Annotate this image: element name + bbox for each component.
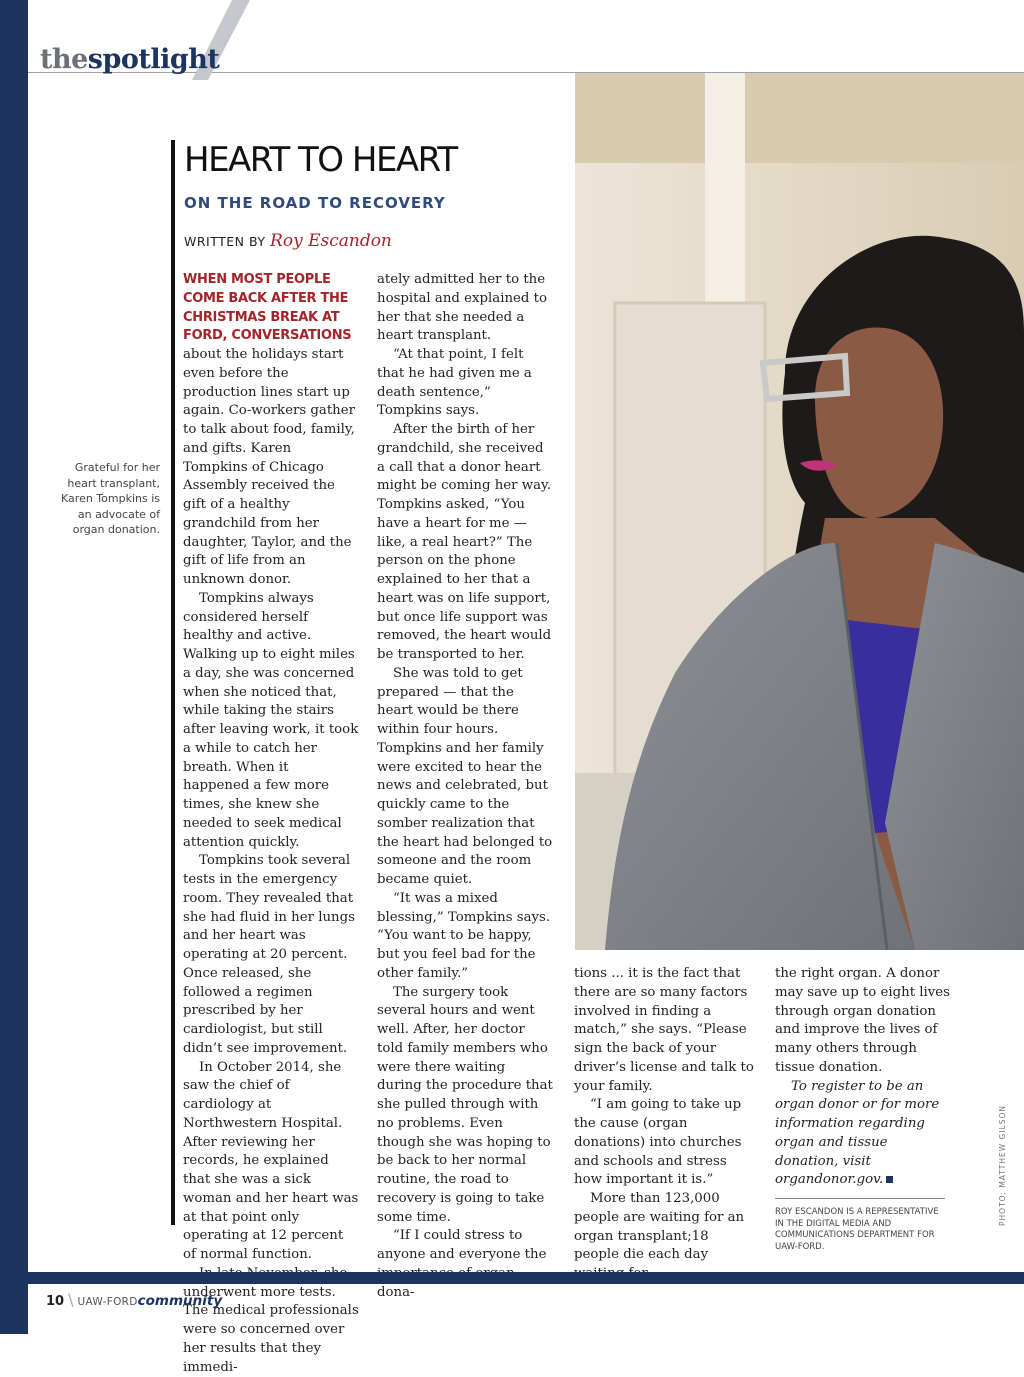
author-bio: ROY ESCANDON IS A REPRESENTATIVE IN THE DIGITAL MEDIA AND COMMUNICATIONS DEPARTMENT FOR UAW-FORD.	[775, 1207, 939, 1252]
left-navy-bar	[0, 0, 28, 1334]
page-number: 10	[46, 1294, 65, 1309]
article-subtitle: ON THE ROAD TO RECOVERY	[184, 194, 446, 212]
footer-bar	[0, 1272, 1024, 1284]
article-column-1: WHEN MOST PEOPLE COME BACK AFTER THE CHRISTMAS BREAK AT FORD, CONVERSATIONS about the holidays start even before the production lines start up again. Co-workers gather to talk about food, family, and gifts. Karen Tompkins of Chicago Assembly received the gift of a healthy grandchild from her daughter, Taylor, and the gift of life from an unknown donor. Tompkins always considered herself healthy and active. Walking up to eight miles a day, she was concerned when she noticed that, while taking the stairs after leaving work, it took a while to catch her breath. When it happened a few more times, she knew she needed to seek medical attention quickly. Tompkins took several tests in the emergency room. They revealed that she had fluid in her lungs and her heart was operating at 20 percent. Once released, she followed a regimen prescribed by her cardiologist, but still didn’t see improvement. In October 2014, she saw the chief of cardiology at Northwestern Hospital. After reviewing her records, he explained that she was a sick woman and her heart was at that point only operating at 12 percent of normal function. underwent more tests. The medical professionals were so concerned over her results that they immedi-	[183, 272, 359, 1375]
photo-credit: PHOTO: MATTHEW GILSON	[998, 1104, 1007, 1226]
title-rule	[171, 140, 175, 1225]
end-mark-icon	[886, 1176, 893, 1183]
article-column-3: tions ... it is the fact that there are so many factors involved in finding a match,” she says. “Please sign the back of your driver’s license and talk to your family. “I am going to take up the cause (organ donations) into churches and schools and stress how important it is.” More than 123,000 people are waiting for an organ transplant;18 people die each day	[574, 966, 754, 1263]
bio-divider	[775, 1198, 945, 1199]
author-name: Roy Escandon	[270, 231, 392, 251]
closing-note: To register to be an organ donor or for more information regarding organ and tissue donation, visit organdonor.gov.	[775, 1078, 940, 1188]
byline: WRITTEN BY Roy Escandon	[184, 231, 392, 251]
section-title: thespotlight	[40, 44, 220, 75]
portrait-photo	[575, 73, 1024, 950]
photo-caption: Grateful for her heart transplant, Karen Tompkins is an advocate of organ donation.	[61, 461, 160, 536]
article-column-2: ately admitted her to the hospital and explained to her that she needed a heart transplant. “At that point, I felt that he had given me a death sentence,” Tompkins says. After the birth of her grandchild, she received a call that a donor heart might be coming her way. Tompkins asked, “You have a heart for me — like, a real heart?” The person on the phone explained to her that a heart was on life support, but once life support was removed, the heart would be transported to her. She was told to get prepared — that the heart would be there within four hours. Tompkins and her family were excited to hear the news and celebrated, but quickly came to the somber realization that the heart had belonged to someone and the room became quiet. “It was a mixed blessing,” Tompkins says. “You want to be happy, but you feel bad for the other family.” The surgery took several hours and went well. After, her doctor told family members who were there waiting during the procedure that she pulled through with no problems. Even though she was hoping to be back to her normal routine, the road to recovery is going to take some time. “If I could stress to anyone and everyone the dona-	[377, 272, 553, 1300]
lead-in: WHEN MOST PEOPLE COME BACK AFTER THE CHRISTMAS BREAK AT FORD, CONVERSATIONS	[183, 272, 352, 344]
article-title: HEART TO HEART	[184, 140, 457, 180]
page-footer: 10 \ UAW-FORDcommunity	[46, 1290, 223, 1309]
article-column-4: the right organ. A donor may save up to eight lives through organ donation and improve the lives of many others through tissue donation. To register to be an organ donor or for more information regarding organ and tissue donation, visit organdonor.gov. ROY ESCANDON IS A REPRESENTATIVE IN THE DIGITAL MEDIA AND COMMUNICATIONS DEPARTMENT FOR UAW-FORD.	[775, 966, 950, 1252]
